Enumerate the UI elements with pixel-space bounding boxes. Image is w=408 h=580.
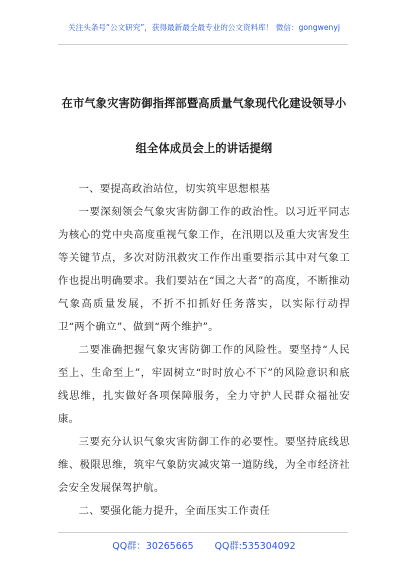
section-heading-2: 二、要强化能力提升，全面压实工作责任 xyxy=(78,505,271,517)
document-title-line-1: 在市气象灾害防御指挥部暨高质量气象现代化建设领导小 xyxy=(61,96,347,110)
footer-divider xyxy=(58,532,348,533)
footer-qq-group-1: QQ群：30265665 xyxy=(112,541,194,552)
footer-qq-group-2: QQ群:535304092 xyxy=(214,541,296,552)
header-promo-note: 关注头条号“公文研究”，获得最新最全最专业的公文资料库！ 微信：gongwenyj xyxy=(68,23,340,32)
document-body xyxy=(58,178,350,523)
paragraph-2: 二要准确把握气象灾害防御工作的风险性。要坚持“人民至上、生命至上”，牢固树立“时时放心不下”的风险意识和底线思维，扎实做好各项保障服务，全力守护人民群众福祉安康。 xyxy=(58,344,350,425)
document-title-line-2: 组全体成员会上的讲话提纲 xyxy=(135,141,273,155)
paragraph-3: 三要充分认识气象灾害防御工作的必要性。要坚持底线思维、极限思维，筑牢气象防灾减灾第一道防线，为全市经济社会安全发展保驾护航。 xyxy=(58,436,350,494)
section-heading-1: 一、要提高政治站位，切实筑牢思想根基 xyxy=(78,183,271,195)
paragraph-1: 一要深刻领会气象灾害防御工作的政治性。以习近平同志为核心的党中央高度重视气象工作，在汛期以及重大灾害发生等关键节点，多次对防汛救灾工作作出重要指示其中对气象工作也提出明确要求。我们要站在“国之大者”的高度，不断推动气象高质量发展，不折不扣抓好任务落实，以实际行动捍卫“两个确立”、做到“两个维护”。 xyxy=(58,206,350,333)
footer-contact xyxy=(0,538,408,552)
header-divider xyxy=(58,44,348,45)
